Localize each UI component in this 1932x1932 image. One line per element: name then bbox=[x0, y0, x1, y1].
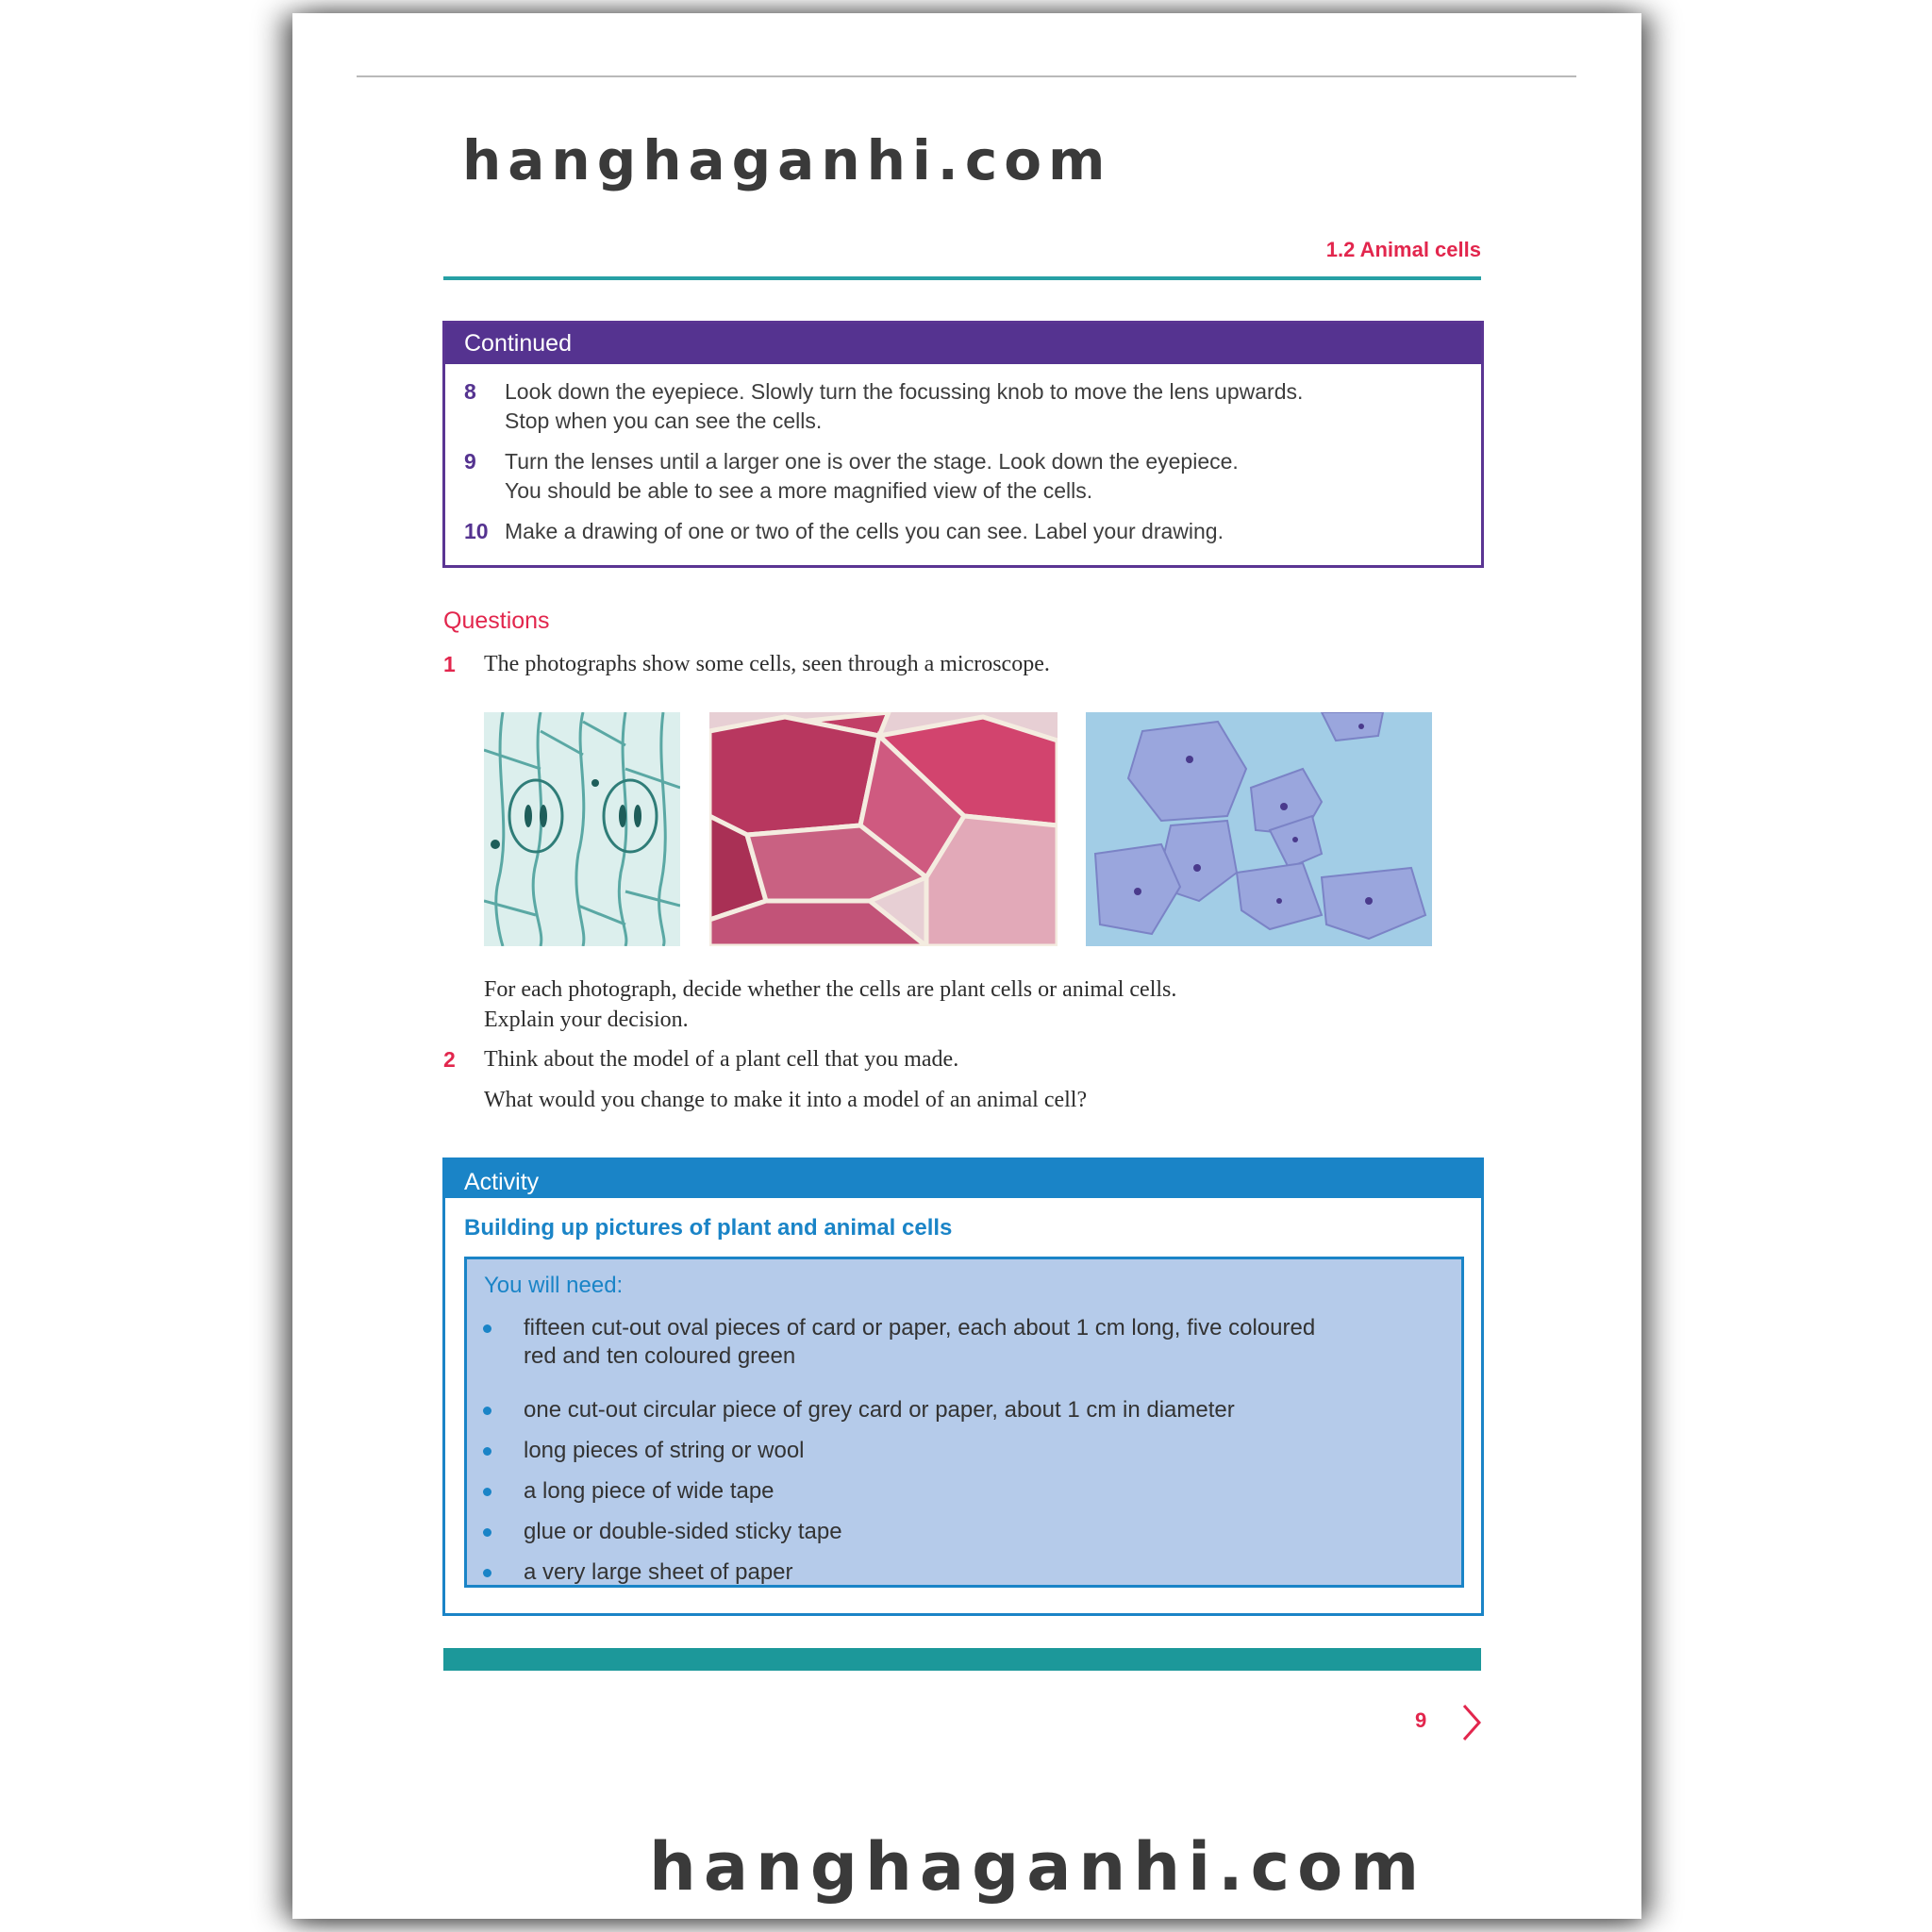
list-item-text: long pieces of string or wool bbox=[524, 1438, 805, 1463]
equipment-heading: You will need: bbox=[484, 1273, 624, 1298]
step-text: Look down the eyepiece. Slowly turn the focussing knob to move the lens upwards. Stop when you can see the cells. bbox=[505, 379, 1304, 433]
continued-title: Continued bbox=[445, 324, 1481, 364]
bullet-icon bbox=[483, 1324, 491, 1333]
top-divider bbox=[357, 75, 1576, 77]
micrograph-onion-cells bbox=[709, 712, 1058, 946]
footer-bar bbox=[443, 1648, 1481, 1671]
continued-box bbox=[442, 321, 1484, 568]
list-item-text: fifteen cut-out oval pieces of card or paper, each about 1 cm long, five coloured red and ten coloured green bbox=[524, 1315, 1316, 1369]
bullet-icon bbox=[483, 1569, 491, 1577]
list-item-text: glue or double-sided sticky tape bbox=[524, 1519, 842, 1544]
chevron-right-icon[interactable] bbox=[1461, 1703, 1482, 1747]
step-number: 8 bbox=[464, 379, 476, 404]
equipment-box bbox=[464, 1257, 1464, 1588]
step-text: Turn the lenses until a larger one is over the stage. Look down the eyepiece. You should be able to see a more magnified view of the cells. bbox=[505, 449, 1239, 503]
activity-subtitle: Building up pictures of plant and animal cells bbox=[464, 1215, 953, 1241]
question-number: 1 bbox=[443, 652, 456, 676]
question-number: 2 bbox=[443, 1047, 456, 1072]
activity-box bbox=[442, 1158, 1484, 1616]
book-page bbox=[292, 13, 1641, 1919]
micrograph-leaf-epidermis bbox=[484, 712, 680, 946]
question-text: Think about the model of a plant cell that you made. bbox=[484, 1047, 959, 1072]
step-text: Make a drawing of one or two of the cells you can see. Label your drawing. bbox=[505, 519, 1224, 543]
list-item-text: a very large sheet of paper bbox=[524, 1559, 793, 1585]
micrograph-cheek-cells bbox=[1086, 712, 1432, 946]
page-number: 9 bbox=[1415, 1708, 1427, 1732]
question-text: The photographs show some cells, seen through a microscope. bbox=[484, 652, 1050, 676]
bullet-icon bbox=[483, 1488, 491, 1496]
list-item-text: one cut-out circular piece of grey card or paper, about 1 cm in diameter bbox=[524, 1397, 1235, 1423]
question-text: What would you change to make it into a model of an animal cell? bbox=[484, 1088, 1088, 1112]
question-instruction: For each photograph, decide whether the cells are plant cells or animal cells. Explain your decision. bbox=[484, 977, 1177, 1032]
step-number: 10 bbox=[464, 519, 489, 543]
bullet-icon bbox=[483, 1407, 491, 1415]
step-number: 9 bbox=[464, 449, 476, 474]
questions-heading: Questions bbox=[443, 608, 550, 634]
bullet-icon bbox=[483, 1528, 491, 1537]
header-divider bbox=[443, 276, 1481, 280]
watermark-top: hanghaganhi.com bbox=[462, 128, 1112, 192]
watermark-bottom: hanghaganhi.com bbox=[649, 1828, 1427, 1906]
section-label: 1.2 Animal cells bbox=[1325, 238, 1481, 261]
list-item-text: a long piece of wide tape bbox=[524, 1478, 774, 1504]
activity-title: Activity bbox=[445, 1160, 1481, 1198]
bullet-icon bbox=[483, 1447, 491, 1456]
